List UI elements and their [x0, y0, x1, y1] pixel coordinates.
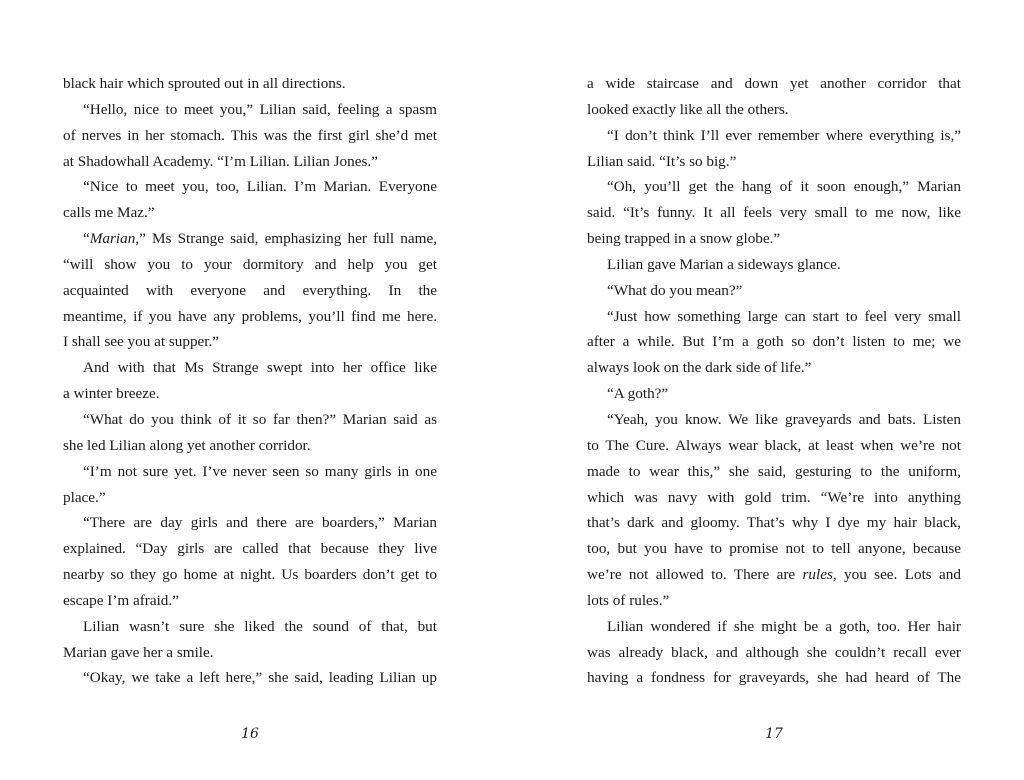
- text-line: at Shadowhall Academy. “I’m Lilian. Lilian Jones.”: [63, 152, 378, 170]
- text-line: I shall see you at supper.”: [63, 333, 220, 351]
- text-line: Lilian said. “It’s so big.”: [587, 152, 737, 170]
- text-line: always look on the dark side of life.”: [587, 359, 812, 377]
- text-line: having a fondness for graveyards, she had heard of The: [587, 669, 961, 687]
- text-line: to The Cure. Always wear black, at least when we’re not: [587, 436, 961, 454]
- left-page-text: [63, 71, 437, 691]
- text-line: “Yeah, you know. We like graveyards and bats. Listen: [607, 410, 961, 428]
- text-line: meantime, if you have any problems, you’ll find me here.: [63, 307, 437, 325]
- text-line: looked exactly like all the others.: [587, 100, 789, 118]
- text-line: “Oh, you’ll get the hang of it soon enough,” Marian: [607, 178, 961, 196]
- text-line: “will show you to your dormitory and help you get: [63, 255, 437, 273]
- text-line: “Nice to meet you, too, Lilian. I’m Marian. Everyone: [83, 178, 437, 196]
- text-line: acquainted with everyone and everything. In the: [63, 281, 437, 299]
- text-line: “What do you think of it so far then?” Marian said as: [83, 410, 437, 428]
- text-line: black hair which sprouted out in all directions.: [63, 75, 346, 92]
- text-line: that’s dark and gloomy. That’s why I dye my hair black,: [587, 514, 961, 532]
- text-line: of nerves in her stomach. This was the first girl she’d met: [63, 126, 437, 144]
- text-line: “I don’t think I’ll ever remember where everything is,”: [607, 126, 961, 144]
- text-line: “What do you mean?”: [607, 281, 743, 299]
- text-line: Lilian gave Marian a sideways glance.: [607, 255, 841, 273]
- text-line: “Just how something large can start to feel very small: [607, 307, 961, 325]
- text-line: place.”: [63, 488, 106, 506]
- text-line: calls me Maz.”: [63, 204, 155, 222]
- text-line: “A goth?”: [607, 385, 669, 403]
- text-line: too, but you have to promise not to tell anyone, because: [587, 540, 961, 558]
- text-line: And with that Ms Strange swept into her office like: [83, 359, 437, 377]
- text-line: a winter breeze.: [63, 385, 160, 403]
- text-line: “There are day girls and there are boarders,” Marian: [83, 514, 437, 532]
- text-line: we’re not allowed to. There are rules, you see. Lots and: [587, 566, 961, 584]
- text-line: which was navy with gold trim. “We’re into anything: [587, 488, 961, 506]
- text-line: Marian gave her a smile.: [63, 643, 214, 661]
- right-page: [512, 0, 1024, 780]
- right-page-text: [587, 71, 961, 691]
- text-line: she led Lilian along yet another corridor.: [63, 436, 311, 454]
- text-line: explained. “Day girls are called that because they live: [63, 540, 437, 558]
- text-line: being trapped in a snow globe.”: [587, 230, 781, 248]
- text-line: Lilian wondered if she might be a goth, too. Her hair: [607, 617, 961, 635]
- text-line: made to wear this,” she said, gesturing to the uniform,: [587, 462, 961, 480]
- text-line: Lilian wasn’t sure she liked the sound of that, but: [83, 617, 437, 635]
- left-page-number: 16: [241, 726, 259, 742]
- text-line: “Okay, we take a left here,” she said, leading Lilian up: [83, 669, 437, 687]
- text-line: lots of rules.”: [587, 591, 670, 609]
- text-line: “Hello, nice to meet you,” Lilian said, feeling a spasm: [83, 100, 437, 118]
- text-line: a wide staircase and down yet another corridor that: [587, 75, 961, 92]
- text-line: after a while. But I’m a goth so don’t listen to me; we: [587, 333, 961, 351]
- text-line: escape I’m afraid.”: [63, 591, 179, 609]
- text-line: nearby so they go home at night. Us boarders don’t get to: [63, 566, 437, 584]
- text-line: said. “It’s funny. It all feels very small to me now, like: [587, 204, 961, 222]
- right-page-number: 17: [765, 726, 783, 742]
- text-line: “I’m not sure yet. I’ve never seen so many girls in one: [83, 462, 437, 480]
- text-line: “Marian,” Ms Strange said, emphasizing her full name,: [83, 230, 437, 248]
- text-line: was already black, and although she couldn’t recall ever: [587, 643, 961, 661]
